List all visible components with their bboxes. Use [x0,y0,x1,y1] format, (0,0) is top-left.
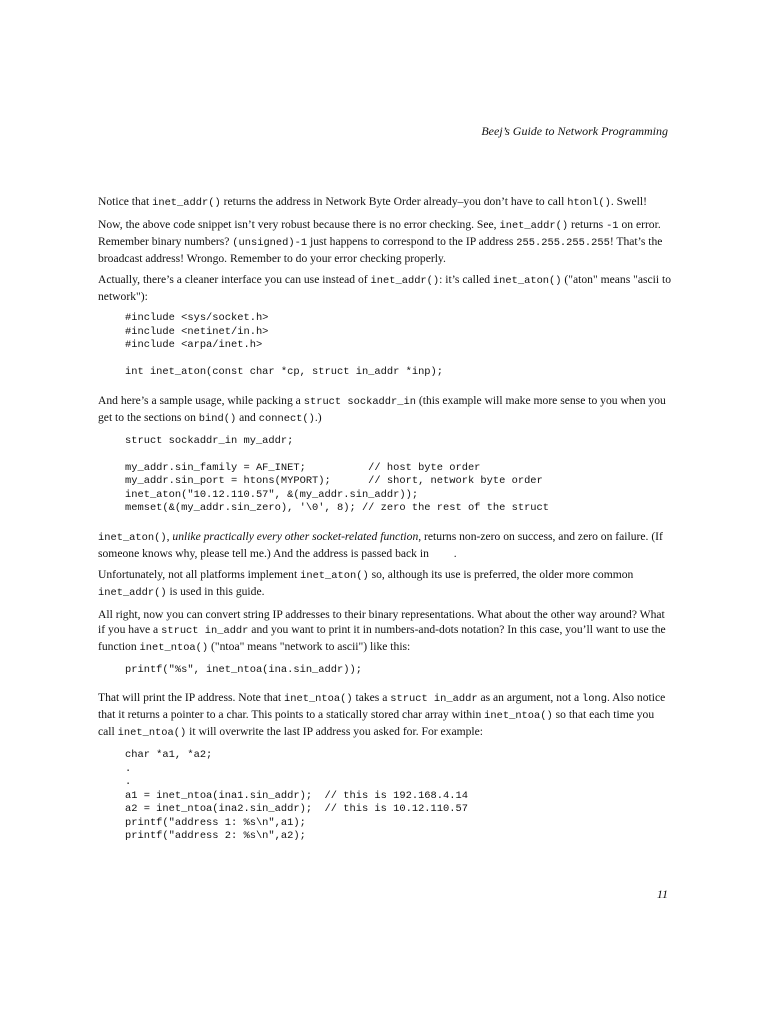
inline-code: inet_addr() [152,197,221,209]
text-span: is used in this guide. [166,584,265,598]
inline-code: inet_ntoa() [284,693,353,705]
inline-code: inet_aton() [492,275,562,287]
text-span: just happens to correspond to the IP address [307,235,517,248]
text-span: .) [314,410,322,424]
text-span: on error. Remember binary numbers? [98,218,661,248]
text-span: . Also notice that it returns a pointer to a char. This points to a statically stored char array within [98,691,666,721]
text-span: ("aton" means "ascii to network"): [98,273,672,303]
paragraph-7 [98,607,672,656]
paragraph-8 [98,690,672,741]
text-span: as an argument, not a [477,691,582,704]
code-block-1: #include <sys/socket.h> #include <netinet/in.h> #include <arpa/inet.h> int inet_aton(const char *cp, struct in_addr *inp); [125,312,444,378]
inline-code: inet_addr() [98,586,167,599]
text-span: takes a [352,691,391,704]
paragraph-4 [98,393,672,427]
text-span: returns the address in Network Byte Order already–you don’t have to call [220,195,568,208]
inline-code: -1 [606,220,619,232]
text-span: , [166,529,173,543]
text-span: returns [568,218,607,231]
text-span: : it’s called [439,273,493,286]
paragraph-5 [98,529,672,561]
code-block-3: printf("%s", inet_ntoa(ina.sin_addr)); [125,663,362,676]
inline-code: inet_ntoa() [484,710,553,722]
inline-code: bind() [198,412,237,425]
text-span: so that each time you call [98,708,655,738]
text-span: ("ntoa" means "network to ascii") like this: [208,639,411,653]
inline-code: struct sockaddr_in [303,395,416,408]
inline-code: inet_ntoa() [139,641,209,654]
text-span: and you want to print it in numbers-and-dots notation? In this case, you’ll want to use the function [98,622,666,653]
text-span: . [453,546,457,560]
inline-code: 255.255.255.255 [516,237,610,249]
body-text [98,194,672,857]
inline-code: long [582,693,607,705]
page-number: 11 [656,887,668,901]
inline-code: inet_aton() [98,531,167,544]
paragraph-2 [98,217,672,266]
text-span: Unfortunately, not all platforms implement [98,567,301,581]
inline-code: inet_ntoa() [117,727,187,739]
inline-code: struct in_addr [390,693,478,705]
text-span: That will print the IP address. Note that [98,691,284,704]
emphasis: unlike practically every other socket-related function [172,529,419,543]
code-block-2: struct sockaddr_in my_addr; my_addr.sin_family = AF_INET; // host byte order my_addr.sin_port = htons(MYPORT); // short, network byte order inet_aton("10.12.110.57", &(my_addr.sin_addr)); memset(&(my_addr.sin_zero), '\0', 8); // zero the rest of the struct [125,434,550,514]
inline-code: struct in_addr [161,624,249,637]
text-span: it will overwrite the last IP address you asked for. For example: [186,725,483,738]
code-block-4: char *a1, *a2; . . a1 = inet_ntoa(ina1.sin_addr); // this is 192.168.4.14 a2 = inet_ntoa(ina2.sin_addr); // this is 10.12.110.57 printf("address 1: %s\n",a1); printf("address 2: %s\n",a2); [125,749,468,842]
inline-code: (unsigned)-1 [232,237,308,249]
text-span: and [236,410,259,424]
text-span: And here’s a sample usage, while packing a [98,393,304,407]
text-span: , returns non-zero on success, and zero on failure. (If someone knows why, please tell me.) And the address is passed back in [98,529,663,560]
text-span: ! That’s the broadcast address! Wrongo. Remember to do your error checking properly. [98,235,663,265]
inline-code: inet_aton() [300,569,369,582]
text-span: so, although its use is preferred, the older more common [368,567,634,581]
running-header: Beej’s Guide to Network Programming [481,124,668,138]
paragraph-6 [98,567,672,601]
inline-code: connect() [258,412,315,425]
text-span: Now, the above code snippet isn’t very robust because there is no error checking. See, [98,218,500,231]
text-span: Actually, there’s a cleaner interface you can use instead of [98,273,371,286]
text-span: (this example will make more sense to you when you get to the sections on [98,393,666,424]
paragraph-1 [98,194,672,211]
text-span: . Swell! [610,195,647,208]
inline-code: htonl() [567,197,611,209]
inline-code: inet_addr() [499,220,569,232]
inline-code: inet_addr() [370,275,440,287]
paragraph-3 [98,272,672,304]
text-span: Notice that [98,195,153,208]
text-span: All right, now you can convert string IP addresses to their binary representations. What about the other way around? What if you have a [98,607,665,636]
